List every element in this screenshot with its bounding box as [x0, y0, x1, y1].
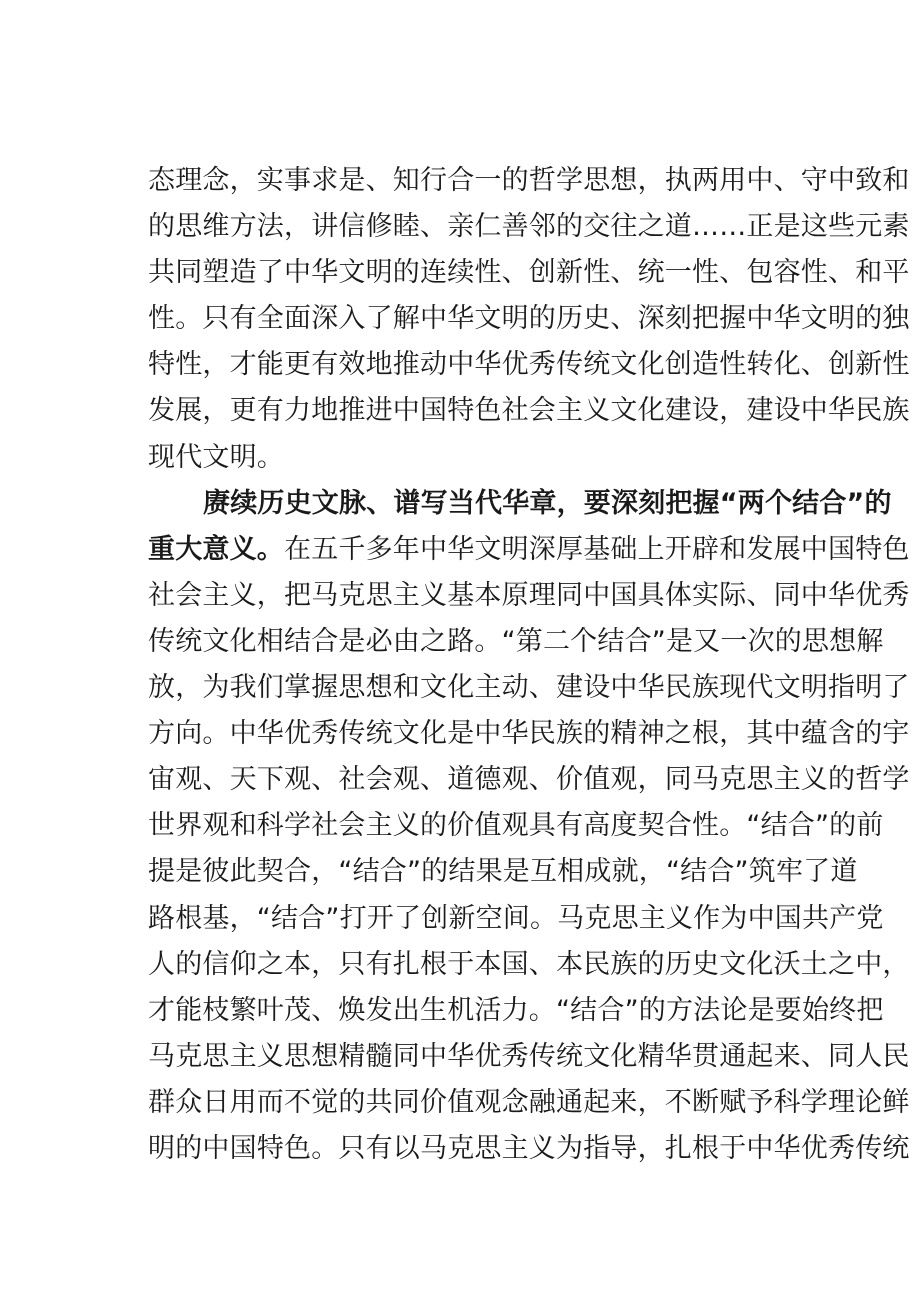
- text-line: 特性，才能更有效地推动中华优秀传统文化创造性转化、创新性: [148, 349, 910, 381]
- text-line: 性。只有全面深入了解中华文明的历史、深刻把握中华文明的独: [148, 303, 910, 335]
- text-line: 发展，更有力地推进中国特色社会主义文化建设，建设中华民族: [148, 395, 910, 427]
- text-line: 人的信仰之本，只有扎根于本国、本民族的历史文化沃土之中，: [148, 948, 910, 980]
- text-line: 现代文明。: [148, 441, 284, 473]
- text-line: 社会主义，把马克思主义基本原理同中国具体实际、同中华优秀: [148, 579, 910, 611]
- text-line: 世界观和科学社会主义的价值观具有高度契合性。“结合”的前: [148, 810, 884, 842]
- text-line: 明的中国特色。只有以马克思主义为指导，扎根于中华优秀传统: [148, 1132, 910, 1164]
- paragraph-1: [148, 158, 910, 481]
- paragraph-2: [148, 481, 910, 1172]
- paragraph-heading-line: 赓续历史文脉、谱写当代华章，要深刻把握“两个结合”的: [203, 487, 892, 519]
- text-line: [148, 527, 910, 573]
- text-line: 群众日用而不觉的共同价值观念融通起来，不断赋予科学理论鲜: [148, 1086, 910, 1118]
- text-line: 共同塑造了中华文明的连续性、创新性、统一性、包容性、和平: [148, 257, 910, 289]
- paragraph-heading-tail: 重大意义。: [148, 533, 284, 565]
- text-line: 路根基，“结合”打开了创新空间。马克思主义作为中国共产党: [148, 902, 884, 934]
- document-body: [148, 158, 910, 1172]
- text-line-rest: 在五千多年中华文明深厚基础上开辟和发展中国特色: [284, 533, 910, 565]
- text-line: 态理念，实事求是、知行合一的哲学思想，执两用中、守中致和: [148, 165, 910, 196]
- text-line: 传统文化相结合是必由之路。“第二个结合”是又一次的思想解: [148, 625, 884, 657]
- text-line: 提是彼此契合，“结合”的结果是互相成就，“结合”筑牢了道: [148, 856, 858, 888]
- text-line: 马克思主义思想精髓同中华优秀传统文化精华贯通起来、同人民: [148, 1040, 910, 1072]
- text-line: 放，为我们掌握思想和文化主动、建设中华民族现代文明指明了: [148, 672, 910, 704]
- text-line: 方向。中华优秀传统文化是中华民族的精神之根，其中蕴含的宇: [148, 718, 910, 750]
- text-line: 的思维方法，讲信修睦、亲仁善邻的交往之道……正是这些元素: [148, 211, 910, 243]
- text-line: 宙观、天下观、社会观、道德观、价值观，同马克思主义的哲学: [148, 764, 910, 796]
- text-line: 才能枝繁叶茂、焕发出生机活力。“结合”的方法论是要始终把: [148, 994, 884, 1026]
